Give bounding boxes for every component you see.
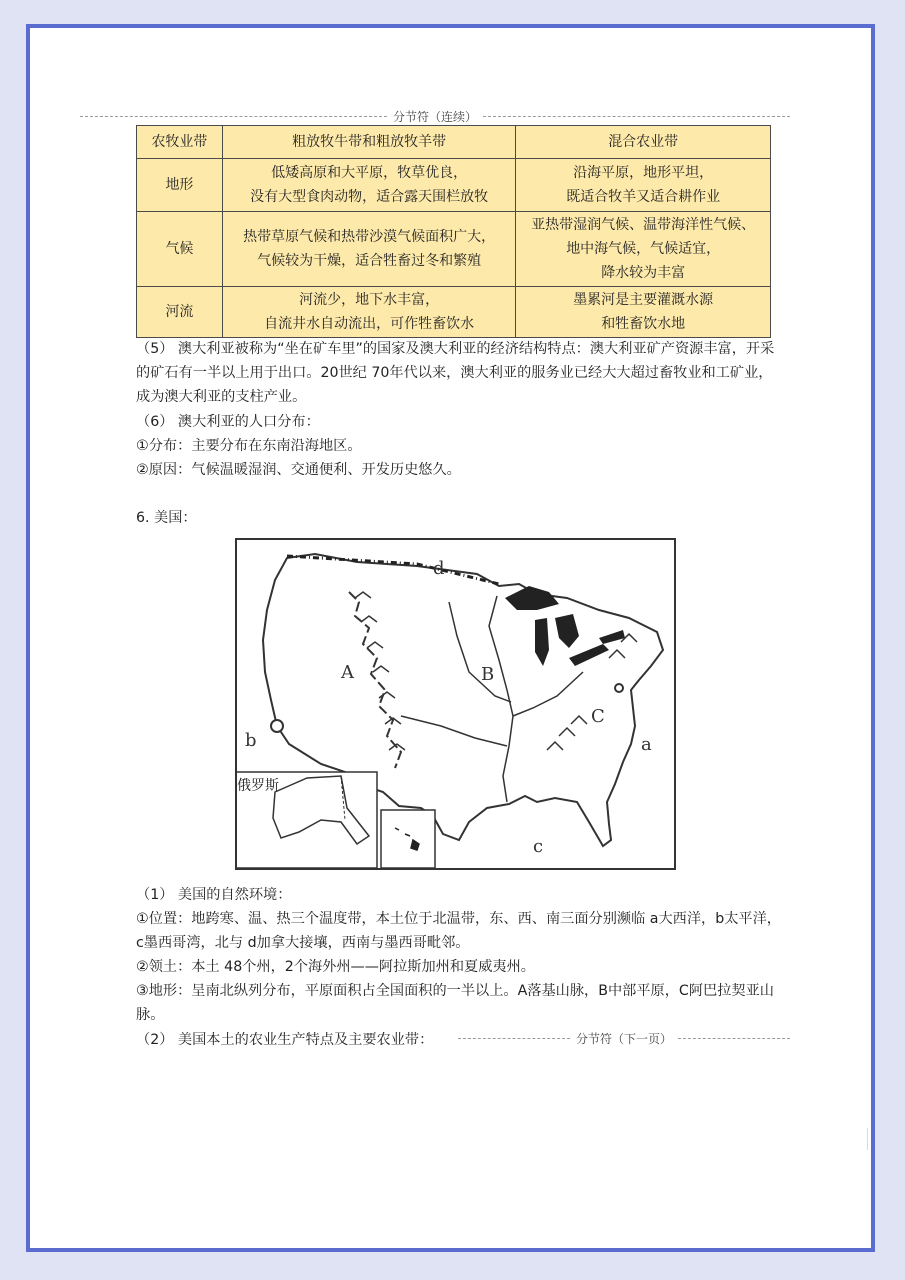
rocky-mountains: [349, 592, 401, 768]
city-marker: [271, 720, 283, 732]
paragraph-australia-population: （6） 澳大利亚的人口分布：: [136, 414, 320, 430]
cell-line: 沿海平原，地形平坦，: [573, 165, 714, 181]
population-distribution: ①分布：主要分布在东南沿海地区。: [136, 438, 362, 454]
missouri-river: [449, 602, 511, 702]
northern-border: [287, 556, 499, 584]
cell-line: 地中海气候，气候适宜，: [566, 241, 721, 257]
table-cell: [516, 159, 771, 212]
great-lake-huron: [555, 614, 579, 648]
label-B: B: [481, 664, 495, 685]
cell-line: 没有大型食肉动物，适合露天围栏放牧: [250, 189, 489, 205]
label-b: b: [245, 730, 257, 751]
label-A: A: [341, 662, 354, 683]
cell-line: 自流井水自动流出，可作牲畜饮水: [264, 316, 475, 332]
city-marker: [615, 684, 623, 692]
label-c: c: [533, 836, 544, 857]
section-break-continuous: [80, 106, 790, 126]
table-row: [137, 287, 771, 338]
cell-line: 既适合牧羊又适合耕作业: [566, 189, 721, 205]
paragraph-usa-agriculture: （2） 美国本土的农业生产特点及主要农业带：: [136, 1032, 434, 1048]
table-row: [137, 212, 771, 287]
table-cell: [516, 212, 771, 287]
paragraph-usa-environment: （1） 美国的自然环境：: [136, 887, 292, 903]
usa-map: [235, 538, 676, 870]
section-break-next-page: [458, 1028, 790, 1048]
label-russia: 俄罗斯: [237, 778, 279, 794]
dash-right: [678, 1038, 790, 1039]
paragraph-australia-economy: （5） 澳大利亚被称为“坐在矿车里”的国家及澳大利亚的经济结构特点：澳大利亚矿产资源丰富，开采的矿石有一半以上用于出口。20世纪 70年代以来，澳大利亚的服务业已经大大超过畜牧业和工矿业，成为澳大利亚的支柱产业。: [136, 341, 775, 405]
usa-terrain: ③地形：呈南北纵列分布，平原面积占全国面积的一半以上。A落基山脉，B中部平原，C阿巴拉契亚山脉。: [136, 983, 774, 1023]
label-d: d: [433, 558, 445, 579]
section-break-label: 分节符（下一页）: [576, 1031, 673, 1046]
edge-mark: [867, 1128, 868, 1150]
usa-map-drawing: [237, 540, 674, 868]
table-header-row: [137, 126, 771, 159]
great-lake-michigan: [535, 618, 549, 666]
cell-line: 亚热带湿润气候、温带海洋性气候、: [531, 217, 756, 233]
cell-line: 低矮高原和大平原，牧草优良，: [271, 165, 468, 181]
cell-line: 河流少，地下水丰富，: [299, 292, 440, 308]
farm-belt-table: [136, 125, 771, 338]
population-reason: ②原因：气候温暖湿润、交通便利、开发历史悠久。: [136, 462, 461, 478]
cell-line: 降水较为丰富: [601, 265, 686, 281]
great-lake-superior: [505, 586, 559, 610]
label-a: a: [641, 734, 652, 755]
usa-location: ①位置：地跨寒、温、热三个温度带，本土位于北温带，东、西、南三面分别濒临 a大西洋，b太平洋，c墨西哥湾，北与 d加拿大接壤，西南与墨西哥毗邻。: [136, 911, 781, 951]
cell-line: 和牲畜饮水地: [601, 316, 686, 332]
table-cell: [516, 287, 771, 338]
row-label: 地形: [137, 159, 223, 212]
table-cell: [222, 287, 516, 338]
header-cell: 农牧业带: [137, 126, 223, 159]
table-cell: [222, 212, 516, 287]
table-row: [137, 159, 771, 212]
usa-territory: ②领土：本土 48个州，2个海外州——阿拉斯加州和夏威夷州。: [136, 959, 535, 975]
header-cell: 混合农业带: [516, 126, 771, 159]
dash-right: [483, 116, 790, 117]
great-lake-erie: [569, 644, 609, 666]
header-cell: 粗放牧牛带和粗放牧羊带: [222, 126, 516, 159]
row-label: 气候: [137, 212, 223, 287]
label-C: C: [591, 706, 605, 727]
cell-line: 热带草原气候和热带沙漠气候面积广大，: [243, 229, 496, 245]
ohio-river: [513, 672, 583, 716]
hawaii-inset: [381, 810, 435, 868]
arkansas-river: [401, 716, 507, 746]
rocky-ridge: [355, 592, 405, 750]
section-heading-usa: 6. 美国：: [136, 510, 197, 526]
cell-line: 气候较为干燥，适合牲畜过冬和繁殖: [257, 253, 482, 269]
section-break-label: 分节符（连续）: [393, 109, 478, 124]
dash-left: [458, 1038, 570, 1039]
dash-left: [80, 116, 387, 117]
cell-line: 墨累河是主要灌溉水源: [573, 292, 714, 308]
row-label: 河流: [137, 287, 223, 338]
table-cell: [222, 159, 516, 212]
